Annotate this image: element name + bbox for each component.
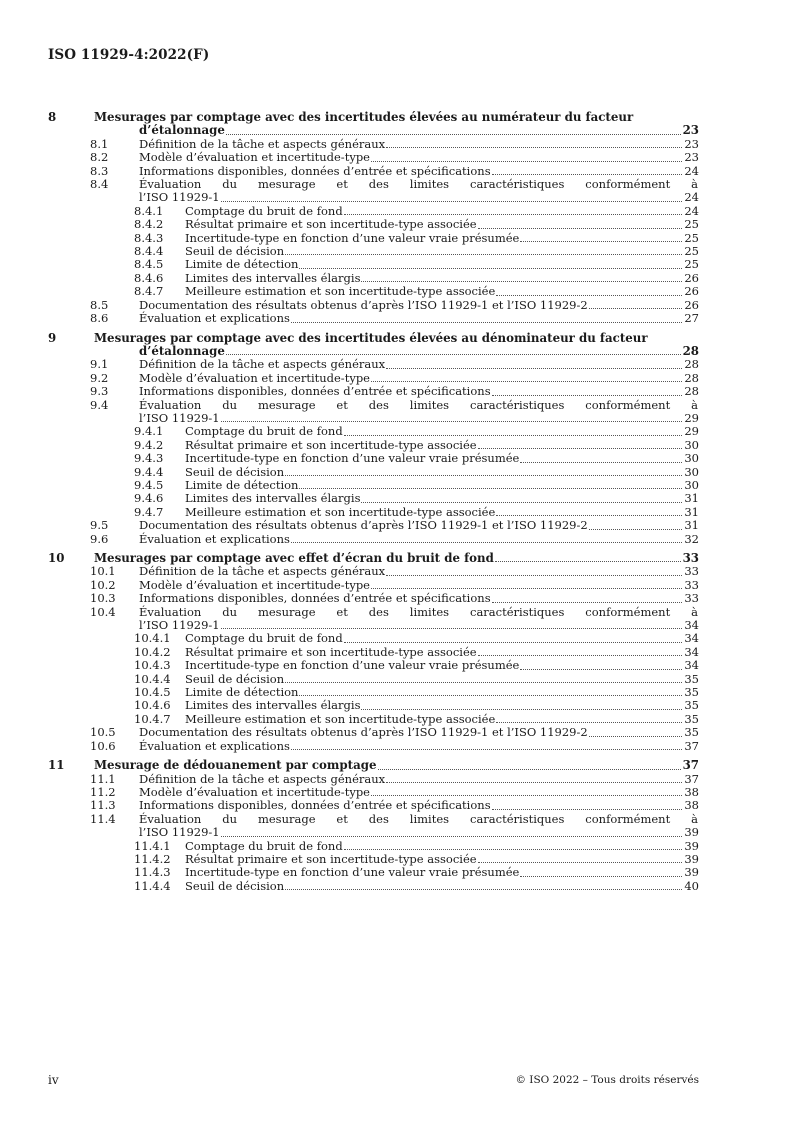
toc-entry-8-4-3[interactable] (48, 232, 699, 245)
toc-entry-9-4-line2[interactable] (48, 412, 699, 425)
toc-entry-title: Documentation des résultats obtenus d’après l’ISO 11929-1 et l’ISO 11929-2 (139, 518, 588, 533)
toc-entry-number: 9.4.1 (134, 424, 164, 439)
toc-entry-page: 24 (684, 190, 699, 205)
toc-entry-number: 8.4.1 (134, 203, 164, 218)
dot-leader (291, 749, 682, 750)
toc-entry-page: 35 (684, 698, 699, 713)
toc-entry-title: Meilleure estimation et son incertitude-type associée (185, 284, 496, 299)
toc-entry-number: 11.4.2 (134, 851, 171, 866)
toc-entry-number: 8.5 (90, 297, 109, 312)
toc-entry-number: 10 (48, 551, 65, 565)
toc-entry-11-3[interactable] (48, 799, 699, 812)
toc-chapter-8-line1[interactable] (48, 111, 699, 124)
toc-entry-8-4-1[interactable] (48, 205, 699, 218)
dot-leader (371, 588, 682, 589)
toc-entry-title: Incertitude-type en fonction d’une valeur vraie présumée (185, 865, 520, 880)
toc-entry-8-1[interactable] (48, 138, 699, 151)
toc-section-8 (48, 111, 699, 326)
dot-leader (285, 254, 682, 255)
toc-entry-page: 31 (684, 518, 699, 533)
toc-entry-title: Évaluation du mesurage et des limites caractéristiques conformément à (139, 177, 698, 192)
toc-entry-number: 11.4 (90, 811, 116, 826)
dot-leader (344, 849, 683, 850)
toc-entry-page: 31 (684, 504, 699, 519)
toc-entry-number: 10.4.2 (134, 644, 171, 659)
dot-leader (299, 488, 682, 489)
toc-entry-number: 8 (48, 110, 57, 124)
dot-leader (221, 201, 683, 202)
toc-entry-title: Informations disponibles, données d’entrée et spécifications (139, 163, 491, 178)
toc-entry-number: 10.4 (90, 604, 116, 619)
toc-entry-8-4-4[interactable] (48, 245, 699, 258)
dot-leader (344, 642, 683, 643)
toc-entry-page: 37 (684, 771, 699, 786)
toc-entry-number: 8.4.3 (134, 230, 164, 245)
toc-entry-page: 38 (684, 784, 699, 799)
toc-entry-9-3[interactable] (48, 385, 699, 398)
toc-entry-8-4-7[interactable] (48, 285, 699, 298)
dot-leader (386, 147, 682, 148)
toc-entry-9-4-2[interactable] (48, 439, 699, 452)
toc-entry-title: Évaluation du mesurage et des limites caractéristiques conformément à (139, 397, 698, 412)
toc-entry-title: Seuil de décision (185, 464, 285, 479)
toc-entry-title: Comptage du bruit de fond (185, 424, 343, 439)
toc-entry-number: 10.4.7 (134, 711, 171, 726)
toc-entry-11-4-line1[interactable] (48, 813, 699, 826)
toc-entry-title: Évaluation et explications (139, 531, 290, 546)
toc-entry-page: 39 (684, 865, 699, 880)
copyright-notice: © ISO 2022 – Tous droits réservés (515, 1074, 699, 1086)
toc-entry-title-continued: d’étalonnage (139, 343, 225, 358)
toc-entry-title: Informations disponibles, données d’entrée et spécifications (139, 591, 491, 606)
toc-entry-title-continued: l’ISO 11929-1 (139, 410, 220, 425)
toc-entry-title: Documentation des résultats obtenus d’après l’ISO 11929-1 et l’ISO 11929-2 (139, 297, 588, 312)
dot-leader (226, 134, 681, 135)
toc-entry-number: 9.4.4 (134, 464, 164, 479)
toc-entry-number: 8.4.7 (134, 284, 164, 299)
dot-leader (371, 795, 682, 796)
toc-entry-title: Modèle d’évaluation et incertitude-type (139, 150, 370, 165)
toc-entry-9-2[interactable] (48, 372, 699, 385)
toc-chapter-8-line2[interactable] (48, 124, 699, 137)
toc-entry-page: 34 (684, 658, 699, 673)
toc-entry-9-4-4[interactable] (48, 466, 699, 479)
dot-leader (520, 669, 682, 670)
toc-entry-11-2[interactable] (48, 786, 699, 799)
toc-entry-number: 8.1 (90, 136, 109, 151)
toc-entry-title-continued: d’étalonnage (139, 123, 225, 138)
toc-entry-title: Limite de détection (185, 685, 299, 700)
toc-entry-page: 34 (684, 618, 699, 633)
toc-entry-number: 9.4.2 (134, 437, 164, 452)
toc-entry-page: 29 (684, 424, 699, 439)
toc-entry-number: 9.4.7 (134, 504, 164, 519)
toc-entry-9-4-1[interactable] (48, 425, 699, 438)
dot-leader (226, 354, 681, 355)
toc-entry-title-continued: l’ISO 11929-1 (139, 618, 220, 633)
dot-leader (495, 561, 681, 562)
toc-entry-page: 26 (684, 297, 699, 312)
toc-entry-number: 8.4.5 (134, 257, 164, 272)
toc-entry-number: 8.3 (90, 163, 109, 178)
toc-entry-title: Résultat primaire et son incertitude-type associée (185, 644, 477, 659)
dot-leader (492, 809, 683, 810)
toc-entry-title: Résultat primaire et son incertitude-type associée (185, 217, 477, 232)
dot-leader (291, 542, 682, 543)
toc-entry-title: Comptage du bruit de fond (185, 631, 343, 646)
toc-entry-10-5[interactable] (48, 726, 699, 739)
toc-chapter-9-line1[interactable] (48, 332, 699, 345)
toc-entry-number: 9.2 (90, 370, 109, 385)
toc-entry-page: 39 (684, 825, 699, 840)
toc-entry-page: 24 (684, 203, 699, 218)
toc-entry-10-1[interactable] (48, 565, 699, 578)
toc-entry-page: 27 (684, 311, 699, 326)
toc-entry-title: Incertitude-type en fonction d’une valeur vraie présumée (185, 451, 520, 466)
dot-leader (371, 381, 682, 382)
toc-entry-page: 39 (684, 838, 699, 853)
toc-entry-number: 9.6 (90, 531, 109, 546)
toc-entry-title: Modèle d’évaluation et incertitude-type (139, 577, 370, 592)
toc-entry-title: Mesurages par comptage avec des incertitudes élevées au dénominateur du facteur (94, 330, 648, 345)
toc-entry-page: 30 (684, 451, 699, 466)
toc-entry-title: Mesurage de dédouanement par comptage (94, 758, 377, 773)
dot-leader (285, 889, 682, 890)
toc-entry-page: 28 (684, 370, 699, 385)
toc-entry-page: 33 (684, 564, 699, 579)
toc-entry-title: Résultat primaire et son incertitude-type associée (185, 437, 477, 452)
dot-leader (496, 515, 682, 516)
dot-leader (378, 769, 681, 770)
dot-leader (478, 655, 683, 656)
toc-entry-title: Résultat primaire et son incertitude-type associée (185, 851, 477, 866)
toc-entry-11-1[interactable] (48, 773, 699, 786)
toc-entry-number: 11.3 (90, 798, 116, 813)
toc-entry-title: Évaluation du mesurage et des limites caractéristiques conformément à (139, 604, 698, 619)
toc-entry-title: Limites des intervalles élargis (185, 698, 361, 713)
toc-entry-page: 29 (684, 410, 699, 425)
toc-entry-number: 8.4.2 (134, 217, 164, 232)
table-of-contents (48, 111, 699, 899)
toc-entry-page: 31 (684, 491, 699, 506)
toc-entry-title: Mesurages par comptage avec des incertitudes élevées au numérateur du facteur (94, 110, 634, 124)
toc-chapter-9-line2[interactable] (48, 345, 699, 358)
toc-section-10 (48, 552, 699, 753)
toc-entry-number: 11.1 (90, 771, 116, 786)
toc-entry-10-2[interactable] (48, 579, 699, 592)
toc-entry-page: 37 (682, 758, 699, 773)
toc-entry-10-4-line2[interactable] (48, 619, 699, 632)
dot-leader (291, 322, 682, 323)
toc-entry-number: 9.1 (90, 357, 109, 372)
toc-entry-page: 35 (684, 685, 699, 700)
dot-leader (344, 214, 683, 215)
toc-entry-10-4-5[interactable] (48, 686, 699, 699)
toc-entry-number: 8.4 (90, 177, 109, 192)
toc-entry-number: 9.4.5 (134, 477, 164, 492)
toc-entry-title: Seuil de décision (185, 878, 285, 893)
dot-leader (492, 395, 683, 396)
toc-entry-page: 33 (682, 551, 699, 565)
toc-entry-number: 9.4 (90, 397, 109, 412)
toc-entry-9-5[interactable] (48, 519, 699, 532)
toc-entry-number: 10.2 (90, 577, 116, 592)
toc-entry-8-3[interactable] (48, 165, 699, 178)
toc-entry-title: Définition de la tâche et aspects généraux (139, 564, 386, 579)
toc-entry-8-5[interactable] (48, 299, 699, 312)
dot-leader (492, 602, 683, 603)
dot-leader (361, 709, 682, 710)
toc-entry-number: 10.5 (90, 725, 116, 740)
toc-entry-page: 23 (682, 123, 699, 138)
toc-entry-number: 9.4.3 (134, 451, 164, 466)
toc-entry-11-4-3[interactable] (48, 866, 699, 879)
toc-entry-9-4-5[interactable] (48, 479, 699, 492)
toc-entry-title: Mesurages par comptage avec effet d’écran du bruit de fond (94, 551, 494, 565)
toc-entry-10-4-1[interactable] (48, 632, 699, 645)
toc-entry-10-4-2[interactable] (48, 646, 699, 659)
toc-entry-number: 11.4.1 (134, 838, 171, 853)
dot-leader (361, 281, 682, 282)
toc-entry-page: 25 (684, 257, 699, 272)
toc-entry-number: 10.4.3 (134, 658, 171, 673)
dot-leader (299, 268, 682, 269)
toc-entry-8-2[interactable] (48, 151, 699, 164)
toc-entry-page: 35 (684, 671, 699, 686)
dot-leader (492, 174, 683, 175)
toc-entry-8-4-line1[interactable] (48, 178, 699, 191)
toc-entry-number: 10.4.6 (134, 698, 171, 713)
toc-entry-8-4-line2[interactable] (48, 191, 699, 204)
toc-entry-title: Modèle d’évaluation et incertitude-type (139, 370, 370, 385)
toc-entry-page: 30 (684, 477, 699, 492)
toc-entry-title: Seuil de décision (185, 244, 285, 259)
toc-entry-title: Définition de la tâche et aspects généraux (139, 136, 386, 151)
dot-leader (221, 836, 683, 837)
toc-entry-number: 10.6 (90, 738, 116, 753)
toc-entry-title: Seuil de décision (185, 671, 285, 686)
toc-entry-page: 28 (684, 384, 699, 399)
toc-entry-page: 38 (684, 798, 699, 813)
toc-entry-page: 35 (684, 711, 699, 726)
toc-entry-title: Évaluation et explications (139, 311, 290, 326)
toc-entry-9-4-7[interactable] (48, 506, 699, 519)
toc-entry-title: Limites des intervalles élargis (185, 270, 361, 285)
toc-entry-number: 8.6 (90, 311, 109, 326)
toc-entry-number: 9 (48, 330, 57, 345)
dot-leader (221, 421, 683, 422)
toc-entry-10-4-4[interactable] (48, 673, 699, 686)
toc-entry-title-continued: l’ISO 11929-1 (139, 825, 220, 840)
dot-leader (285, 682, 682, 683)
toc-entry-8-4-5[interactable] (48, 258, 699, 271)
toc-entry-8-4-2[interactable] (48, 218, 699, 231)
toc-entry-page: 30 (684, 437, 699, 452)
dot-leader (285, 475, 682, 476)
toc-entry-number: 9.3 (90, 384, 109, 399)
toc-entry-title: Évaluation du mesurage et des limites caractéristiques conformément à (139, 811, 698, 826)
toc-entry-page: 40 (684, 878, 699, 893)
toc-entry-page: 28 (682, 343, 699, 358)
toc-chapter-10[interactable] (48, 552, 699, 565)
toc-entry-number: 10.4.1 (134, 631, 171, 646)
toc-entry-page: 35 (684, 725, 699, 740)
toc-entry-number: 8.4.6 (134, 270, 164, 285)
toc-entry-page: 30 (684, 464, 699, 479)
dot-leader (589, 736, 683, 737)
dot-leader (520, 241, 682, 242)
dot-leader (589, 308, 683, 309)
dot-leader (361, 502, 682, 503)
dot-leader (496, 295, 682, 296)
toc-entry-11-4-line2[interactable] (48, 826, 699, 839)
toc-entry-page: 24 (684, 163, 699, 178)
toc-entry-title: Informations disponibles, données d’entrée et spécifications (139, 798, 491, 813)
toc-entry-title: Limites des intervalles élargis (185, 491, 361, 506)
toc-entry-number: 9.4.6 (134, 491, 164, 506)
toc-entry-page: 39 (684, 851, 699, 866)
toc-entry-number: 8.4.4 (134, 244, 164, 259)
toc-entry-page: 33 (684, 577, 699, 592)
toc-entry-title: Définition de la tâche et aspects généraux (139, 771, 386, 786)
toc-entry-title: Incertitude-type en fonction d’une valeur vraie présumée (185, 230, 520, 245)
toc-entry-page: 23 (684, 150, 699, 165)
toc-entry-11-4-2[interactable] (48, 853, 699, 866)
toc-entry-number: 11.2 (90, 784, 116, 799)
toc-entry-title: Incertitude-type en fonction d’une valeur vraie présumée (185, 658, 520, 673)
toc-entry-9-1[interactable] (48, 358, 699, 371)
toc-entry-page: 33 (684, 591, 699, 606)
dot-leader (520, 462, 682, 463)
toc-entry-8-6[interactable] (48, 312, 699, 325)
toc-entry-title: Documentation des résultats obtenus d’après l’ISO 11929-1 et l’ISO 11929-2 (139, 725, 588, 740)
toc-entry-8-4-6[interactable] (48, 272, 699, 285)
toc-entry-9-4-line1[interactable] (48, 399, 699, 412)
toc-entry-number: 10.1 (90, 564, 116, 579)
toc-entry-number: 10.4.4 (134, 671, 171, 686)
toc-entry-page: 26 (684, 284, 699, 299)
toc-entry-10-4-7[interactable] (48, 713, 699, 726)
toc-entry-title: Limite de détection (185, 257, 299, 272)
toc-entry-number: 11.4.4 (134, 878, 171, 893)
dot-leader (386, 782, 682, 783)
toc-entry-9-4-3[interactable] (48, 452, 699, 465)
toc-entry-9-6[interactable] (48, 533, 699, 546)
toc-entry-page: 37 (684, 738, 699, 753)
dot-leader (478, 228, 683, 229)
dot-leader (520, 876, 682, 877)
toc-entry-number: 11.4.3 (134, 865, 171, 880)
toc-entry-number: 10.4.5 (134, 685, 171, 700)
toc-entry-number: 11 (48, 758, 65, 773)
toc-entry-title: Informations disponibles, données d’entrée et spécifications (139, 384, 491, 399)
toc-entry-title: Meilleure estimation et son incertitude-type associée (185, 504, 496, 519)
toc-entry-number: 8.2 (90, 150, 109, 165)
toc-entry-number: 10.3 (90, 591, 116, 606)
dot-leader (386, 368, 682, 369)
toc-entry-10-4-line1[interactable] (48, 606, 699, 619)
toc-entry-number: 9.5 (90, 518, 109, 533)
toc-entry-title: Limite de détection (185, 477, 299, 492)
dot-leader (299, 695, 682, 696)
dot-leader (221, 628, 683, 629)
toc-chapter-11[interactable] (48, 759, 699, 772)
dot-leader (496, 722, 682, 723)
dot-leader (386, 575, 682, 576)
toc-entry-10-4-3[interactable] (48, 659, 699, 672)
toc-entry-11-4-4[interactable] (48, 880, 699, 893)
toc-section-11 (48, 759, 699, 893)
dot-leader (478, 862, 683, 863)
toc-entry-title-continued: l’ISO 11929-1 (139, 190, 220, 205)
toc-entry-page: 34 (684, 631, 699, 646)
toc-entry-11-4-1[interactable] (48, 840, 699, 853)
toc-entry-page: 34 (684, 644, 699, 659)
toc-entry-page: 28 (684, 357, 699, 372)
toc-entry-9-4-6[interactable] (48, 492, 699, 505)
toc-entry-page: 25 (684, 217, 699, 232)
toc-entry-10-3[interactable] (48, 592, 699, 605)
dot-leader (478, 448, 683, 449)
toc-entry-title: Comptage du bruit de fond (185, 203, 343, 218)
dot-leader (589, 529, 683, 530)
toc-entry-title: Définition de la tâche et aspects généraux (139, 357, 386, 372)
toc-entry-title: Évaluation et explications (139, 738, 290, 753)
toc-entry-page: 25 (684, 244, 699, 259)
toc-entry-page: 25 (684, 230, 699, 245)
toc-entry-page: 23 (684, 136, 699, 151)
toc-entry-10-4-6[interactable] (48, 699, 699, 712)
document-header: ISO 11929-4:2022(F) (48, 47, 210, 63)
toc-entry-page: 26 (684, 270, 699, 285)
page-number: iv (48, 1073, 59, 1087)
toc-entry-10-6[interactable] (48, 740, 699, 753)
toc-entry-title: Meilleure estimation et son incertitude-type associée (185, 711, 496, 726)
dot-leader (344, 435, 683, 436)
dot-leader (371, 161, 682, 162)
toc-entry-title: Comptage du bruit de fond (185, 838, 343, 853)
toc-entry-page: 32 (684, 531, 699, 546)
toc-section-9 (48, 332, 699, 547)
toc-entry-title: Modèle d’évaluation et incertitude-type (139, 784, 370, 799)
